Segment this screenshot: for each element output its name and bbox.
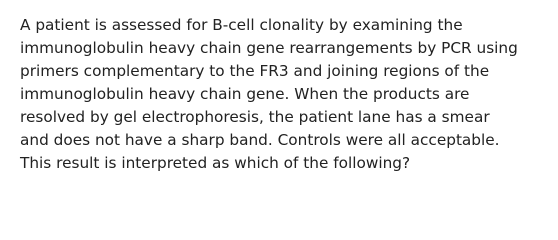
question-line: immunoglobulin heavy chain gene. When the products are: [20, 85, 470, 103]
question-line: This result is interpreted as which of the following?: [20, 154, 411, 172]
question-line: primers complementary to the FR3 and joining regions of the: [20, 62, 490, 80]
question-line: immunoglobulin heavy chain gene rearrangements by PCR using: [20, 39, 518, 57]
question-text: [20, 14, 550, 175]
question-line: resolved by gel electrophoresis, the patient lane has a smear: [20, 108, 490, 126]
question-line: and does not have a sharp band. Controls were all acceptable.: [20, 131, 500, 149]
question-line: A patient is assessed for B-cell clonality by examining the: [20, 16, 463, 34]
